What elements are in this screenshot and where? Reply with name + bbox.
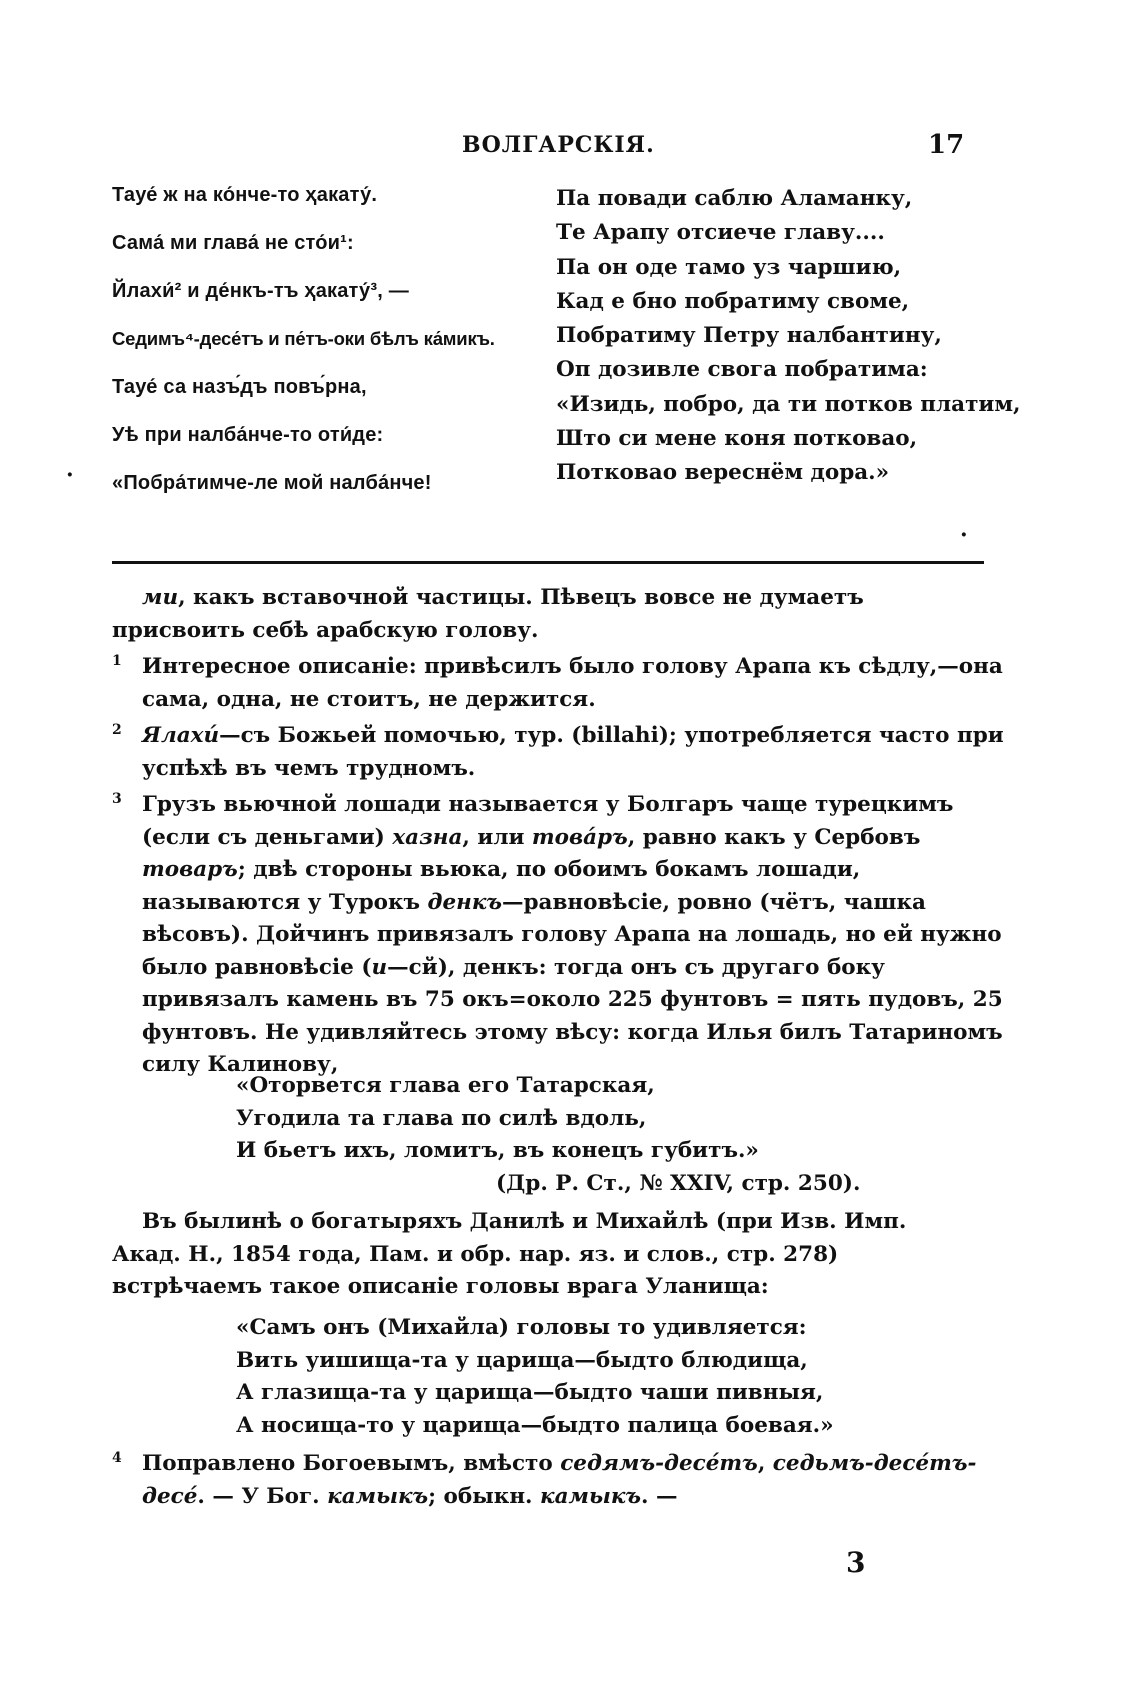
footnote-text: Грузъ вьючной лошади называется у Болгаръ чаще турецкимъ (если съ деньгами) — [142, 792, 954, 850]
poem-right-line: «Изидь, побро, да ти потков платим, — [556, 391, 1021, 417]
footnote-text: Поправлено Богоевымъ, вмѣсто — [142, 1451, 561, 1476]
footnote-text: ; двѣ стороны вьюка, по обоимъ бокамъ лошади, называются у Турокъ — [142, 857, 861, 915]
quote-line: А глазища-та у царища—быдто чаши пивныя, — [236, 1380, 824, 1405]
footnote-text: ; обыкн. — [428, 1483, 541, 1509]
quote-line: Угодила та глава по силѣ вдоль, — [236, 1105, 647, 1131]
quote-line: Вить уишища-та у царища—быдто блюдища, — [236, 1347, 808, 1373]
footnote-mark: 1 — [112, 653, 122, 669]
footnote-mark: 3 — [112, 791, 122, 807]
footnote-2 — [112, 720, 1012, 785]
poem-right-line: Побратиму Петру налбантину, — [556, 323, 942, 349]
quote-source: (Др. Р. Ст., № XXIV, стр. 250). — [496, 1170, 861, 1196]
footnote-text: , — [757, 1451, 773, 1476]
quote-line: «Оторвется глава его Татарская, — [236, 1073, 655, 1098]
footnote-3 — [112, 789, 1012, 1082]
poem-left-line: Тауе́ са назъ́дъ повъ́рна, — [112, 376, 367, 398]
margin-dot: · — [960, 522, 968, 548]
running-header — [0, 132, 1140, 168]
paragraph-text: Въ былинѣ о богатыряхъ Данилѣ и Михайлѣ (при Изв. Имп. Акад. Н., 1854 года, Пам. и обр. нар. яз. и слов., стр. 278) встрѣчаемъ такое описаніе головы врага Уланища: — [112, 1209, 907, 1299]
poem-right-line: Па он оде тамо уз чаршию, — [556, 254, 902, 280]
footnote-text: —сй), денкъ: тогда онъ съ другаго боку привязалъ камень въ 75 окъ=около 225 фунтовъ = пять пудовъ, 25 фунтовъ. Не удивляйтесь этому вѣсу: когда Илья билъ Татариномъ силу Калинову, — [142, 954, 1003, 1077]
italic-word: денкъ — [427, 889, 503, 915]
footnote-mark: 4 — [112, 1450, 122, 1466]
italic-word: седямъ-десе́тъ — [560, 1451, 758, 1476]
signature-mark: 3 — [846, 1546, 866, 1579]
poem-right-line: Па повади саблю Аламанку, — [556, 186, 913, 211]
header-title: ВОЛГАРСКІЯ. — [462, 132, 655, 158]
divider-rule — [112, 561, 984, 564]
continuation-paragraph — [112, 582, 982, 647]
quote-line: И бьетъ ихъ, ломитъ, въ конецъ губитъ.» — [236, 1138, 759, 1163]
footnote-text: —равновѣсіе, ровно (чётъ, чашка вѣсовъ). Дойчинъ привязалъ голову Арапа на лошадь, но ей нужно было равновѣсіе ( — [142, 889, 1002, 980]
footnote-text: , или — [462, 824, 532, 850]
italic-word: хазна — [392, 824, 463, 850]
header-page-number: 17 — [928, 130, 965, 160]
poem-right-line: Те Арапу отсиече главу.... — [556, 220, 885, 246]
poem-left-column — [112, 184, 542, 520]
footnote-text: —съ Божьей помочью, тур. (billahi); употребляется часто при успѣхѣ въ чемъ трудномъ. — [142, 723, 1004, 781]
footnote-mark: 2 — [112, 722, 122, 738]
poem-left-line: «Побра́тимче-ле мой налба́нче! — [112, 472, 432, 494]
margin-dot: · — [66, 462, 74, 488]
italic-word: камыкъ — [540, 1483, 642, 1509]
quote-line: А носища-то у царища—быдто палица боевая.» — [236, 1412, 834, 1438]
footnote-text: , равно какъ у Сербовъ — [627, 824, 921, 850]
italic-word: седьмъ-десе́тъ-десе́ — [142, 1451, 977, 1509]
footnote-text: Интересное описаніе: привѣсилъ было голову Арапа къ сѣдлу,—она сама, одна, не стоитъ, не держится. — [142, 654, 1003, 712]
footnote-text: . — — [641, 1483, 678, 1509]
quote-line: «Самъ онъ (Михайла) головы то удивляется: — [236, 1315, 807, 1340]
poem-right-column — [556, 186, 1021, 495]
poem-right-line: Кад е бно побратиму своме, — [556, 288, 910, 314]
footnote-4 — [112, 1448, 1012, 1513]
poem-right-line: Оп дозивле свога побратима: — [556, 357, 928, 383]
italic-word: ми — [142, 585, 179, 610]
quote-block-1 — [236, 1070, 936, 1200]
poem-left-line: Уѣ при налба́нче-то оти́де: — [112, 424, 384, 446]
italic-word: Ялахи́ — [142, 723, 220, 748]
italic-word: и — [371, 954, 388, 980]
italic-word: камыкъ — [327, 1483, 429, 1509]
poem-left-line: Сама́ ми глава́ не сто́и¹: — [112, 232, 354, 254]
footnote-text: . — У Бог. — [197, 1483, 328, 1509]
poem-right-line: Потковао вереснём дора.» — [556, 460, 890, 486]
poem-left-line: Седимъ⁴-десе́тъ и пе́тъ-оки бѣлъ ка́микъ. — [112, 328, 495, 349]
quote-block-2 — [236, 1312, 936, 1442]
poem-left-line: Тауе́ ж на ко́нче-то ҳакату́. — [112, 184, 378, 206]
poem-left-line: Йлахи́² и де́нкъ-тъ ҳакату́³, — — [112, 280, 409, 302]
footnote-1 — [112, 651, 1012, 716]
poem-right-line: Што си мене коня потковао, — [556, 426, 918, 452]
italic-word: товáръ — [531, 824, 628, 850]
paragraph-2 — [112, 1206, 982, 1304]
continuation-text: , какъ вставочной частицы. Пѣвецъ вовсе не думаетъ присвоить себѣ арабскую голову. — [112, 585, 864, 643]
italic-word: товаръ — [142, 857, 238, 882]
